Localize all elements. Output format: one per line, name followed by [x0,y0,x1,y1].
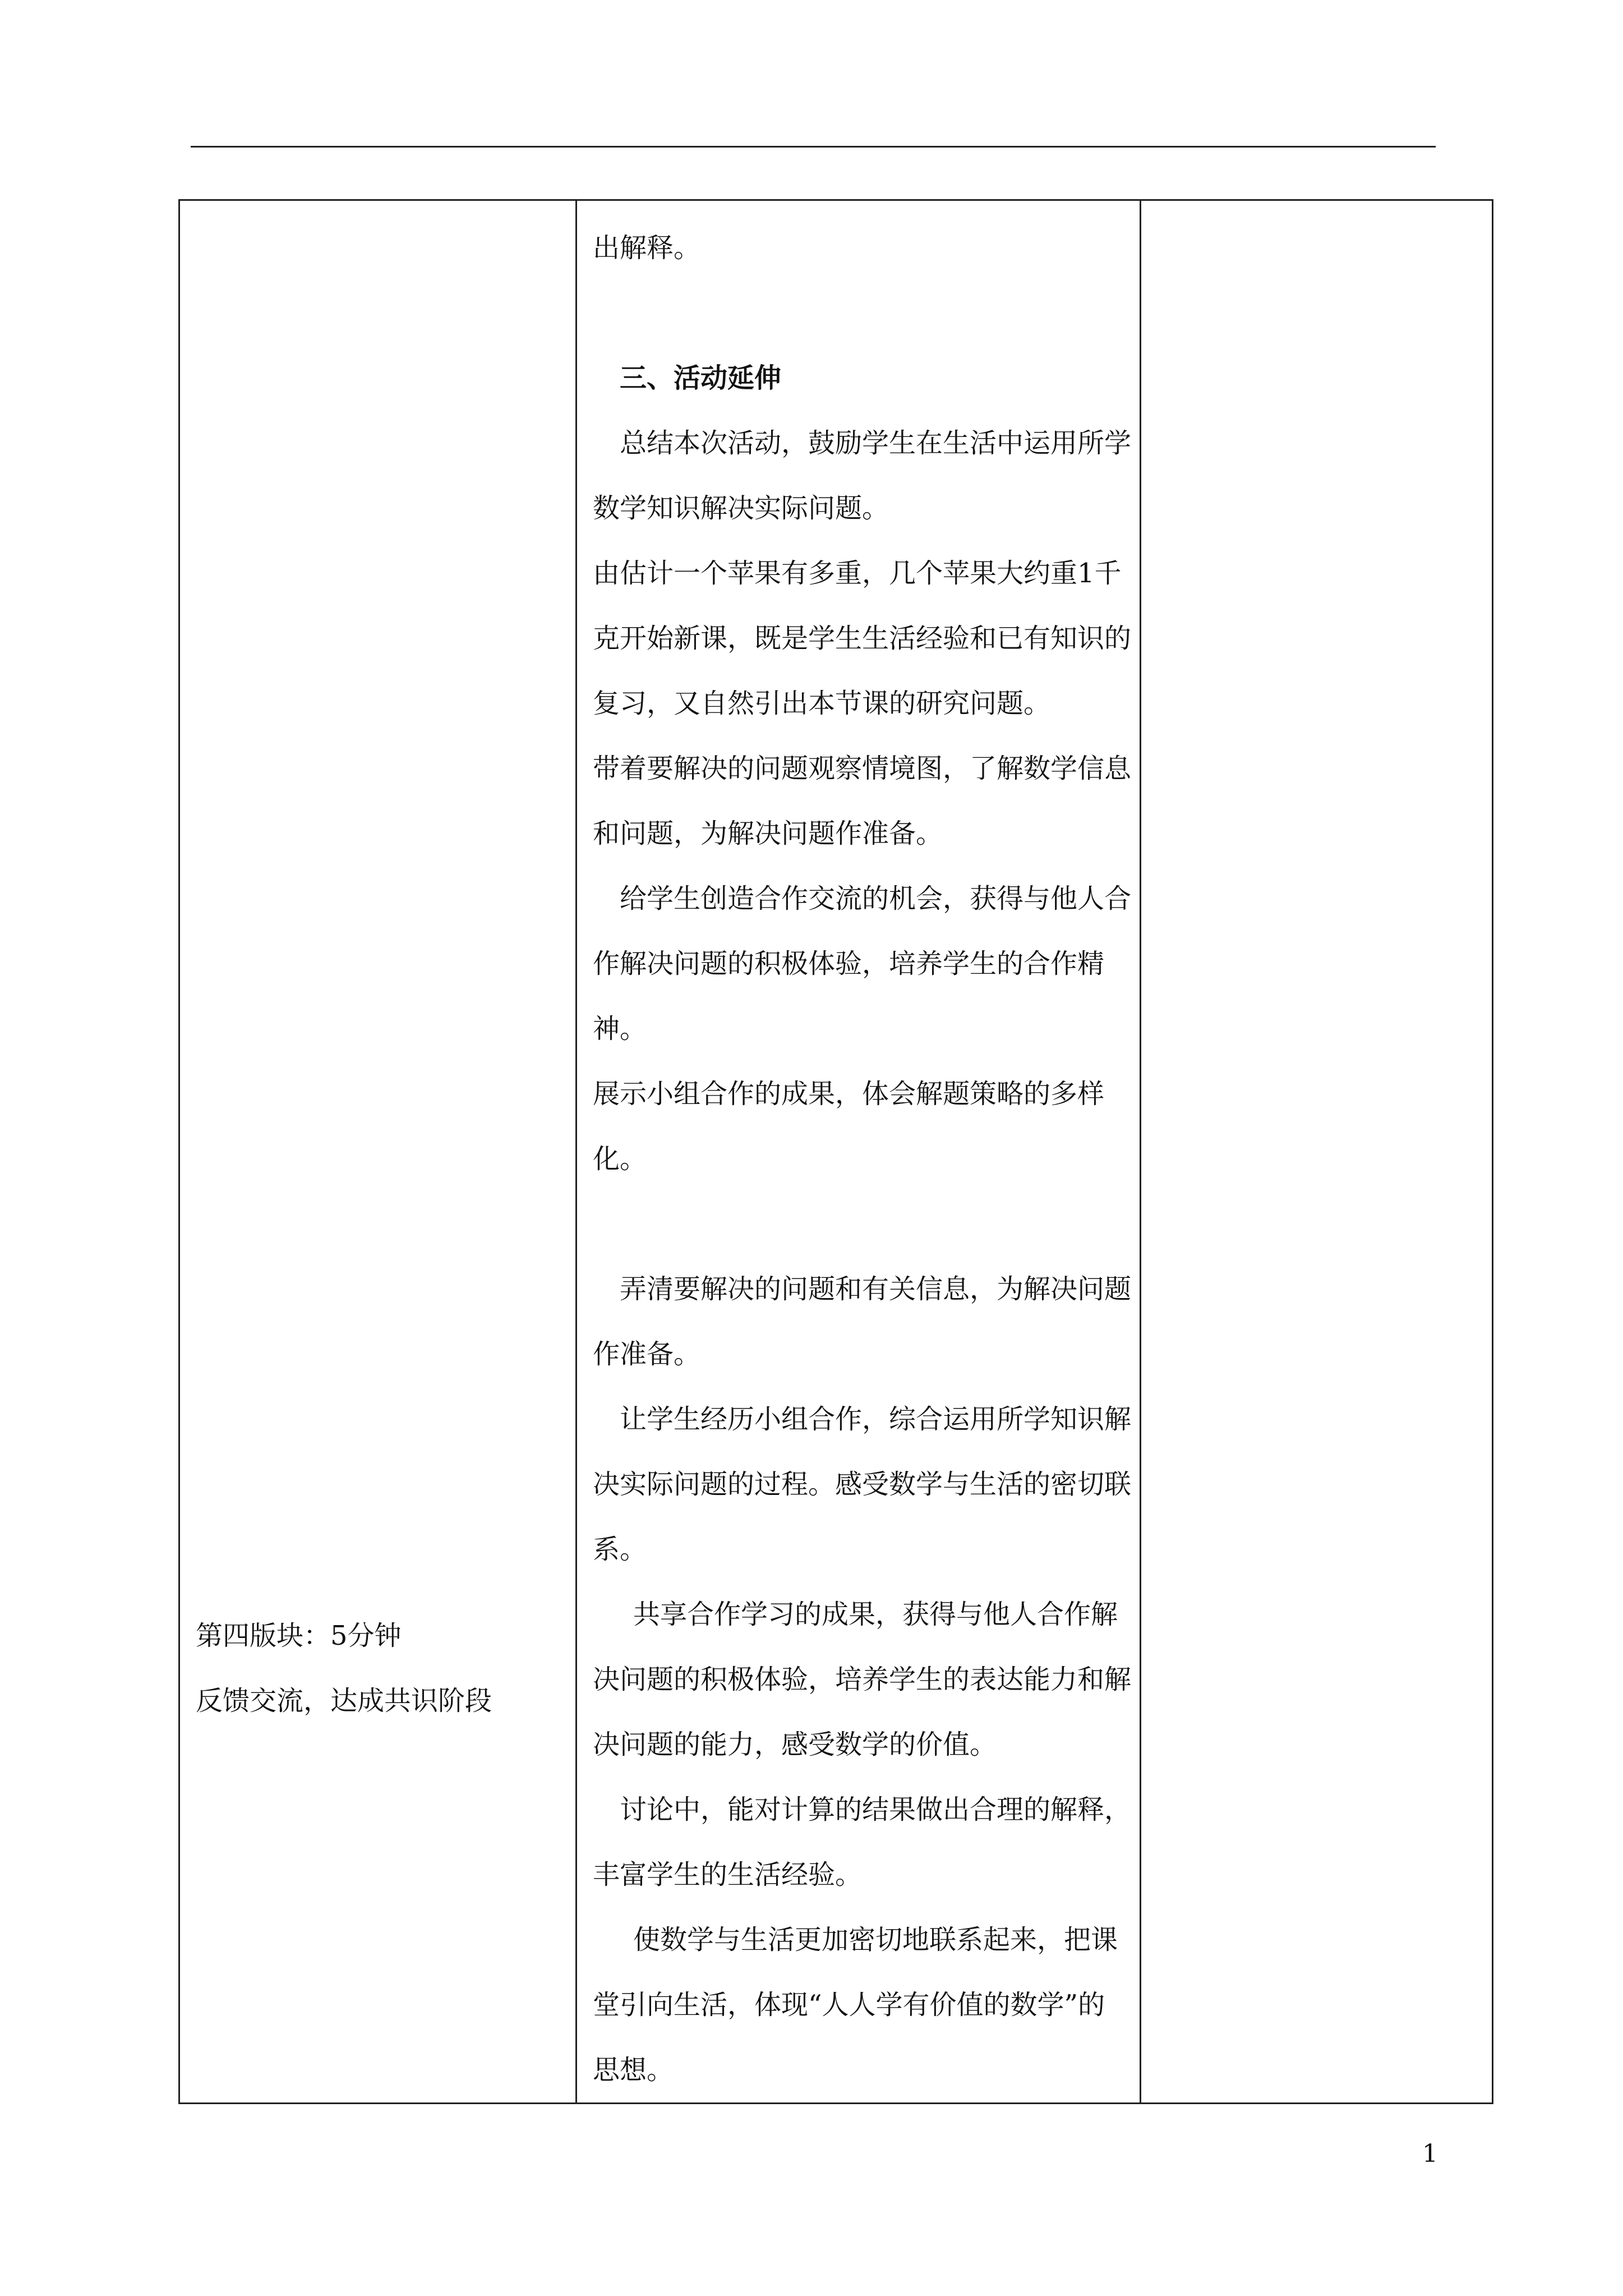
paragraph: 总结本次活动，鼓励学生在生活中运用所学数学知识解决实际问题。 [593,427,1132,524]
paragraph: 共享合作学习的成果，获得与他人合作解决问题的积极体验，培养学生的表达能力和解决问题的能力，感受数学的价值。 [593,1599,1132,1760]
paragraph: 讨论中，能对计算的结果做出合理的解释，丰富学生的生活经验。 [593,1794,1132,1890]
page-number: 1 [1422,2139,1438,2168]
section-heading: 三、活动延伸 [620,362,782,394]
paragraph: 带着要解决的问题观察情境图，了解数学信息和问题，为解决问题作准备。 [593,753,1132,849]
stage-subtitle: 反馈交流，达成共识阶段 [196,1685,492,1717]
table-row [179,200,1493,2104]
paragraph: 由估计一个苹果有多重，几个苹果大约重1千克开始新课，既是学生生活经验和已有知识的复习，又自然引出本节课的研究问题。 [593,558,1132,719]
blank-line [593,1191,1132,1257]
stage-cell [179,200,577,2104]
lesson-plan-table [178,199,1493,2104]
continuation-text: 出解释。 [593,232,701,264]
stage-block [196,1618,566,1748]
activity-cell [577,200,1141,2104]
paragraph: 让学生经历小组合作，综合运用所学知识解决实际问题的过程。感受数学与生活的密切联系。 [593,1404,1132,1565]
paragraph: 弄清要解决的问题和有关信息，为解决问题作准备。 [593,1273,1132,1370]
blank-line [593,280,1132,346]
activity-content [593,201,1132,2102]
paragraph: 使数学与生活更加密切地联系起来，把课堂引向生活，体现“人人学有价值的数学”的思想。 [593,1924,1118,2086]
header-rule [191,146,1436,148]
stage-title: 第四版块：5分钟 [196,1620,402,1651]
paragraph: 给学生创造合作交流的机会，获得与他人合作解决问题的积极体验，培养学生的合作精神。 [593,883,1132,1045]
paragraph: 展示小组合作的成果，体会解题策略的多样化。 [593,1078,1105,1175]
notes-cell [1141,200,1493,2104]
